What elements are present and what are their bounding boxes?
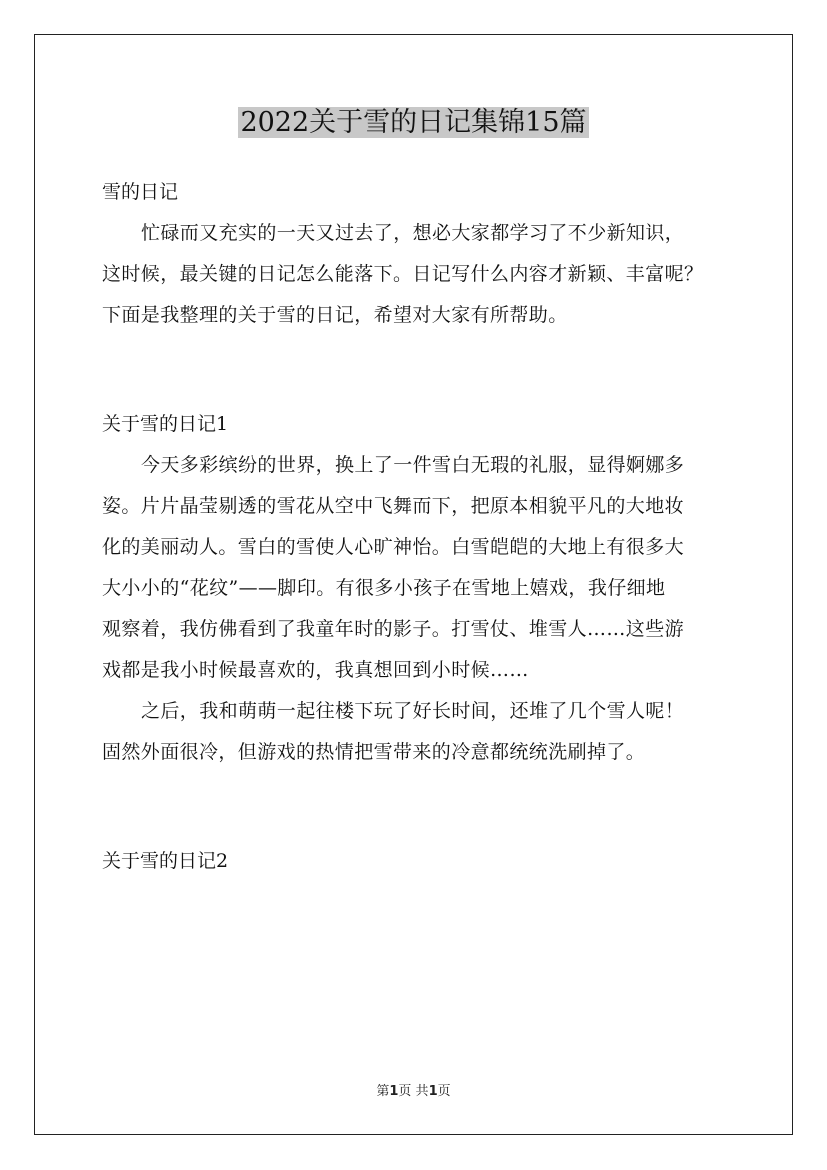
entry1-p1-line-2: 姿。片片晶莹剔透的雪花从空中飞舞而下，把原本相貌平凡的大地妆 <box>102 495 685 517</box>
entry1-heading: 关于雪的日记1 <box>102 413 229 435</box>
intro-line-3: 下面是我整理的关于雪的日记，希望对大家有所帮助。 <box>102 304 568 326</box>
intro-line-2: 这时候，最关键的日记怎么能落下。日记写什么内容才新颖、丰富呢？ <box>102 263 704 285</box>
entry1-p1-line-5: 观察着，我仿佛看到了我童年时的影子。打雪仗、堆雪人……这些游 <box>102 618 685 640</box>
footer-page-total: 1 <box>428 1084 438 1099</box>
document-title <box>0 100 827 146</box>
section-gap <box>102 336 742 404</box>
intro-line-1: 忙碌而又充实的一天又过去了，想必大家都学习了不少新知识， <box>141 222 685 244</box>
page-footer <box>0 1082 827 1102</box>
document-title-text: 2022关于雪的日记集锦15篇 <box>240 107 587 138</box>
entry2-heading: 关于雪的日记2 <box>102 850 229 872</box>
entry1-p1-line-6: 戏都是我小时候最喜欢的，我真想回到小时候…… <box>102 659 529 681</box>
footer-page-mid: 页 共 <box>398 1084 429 1099</box>
intro-heading: 雪的日记 <box>102 181 179 203</box>
entry1-p1-line-4: 大小小的“花纹”——脚印。有很多小孩子在雪地上嬉戏，我仔细地 <box>102 577 666 599</box>
document-body <box>102 172 742 882</box>
entry1-p2-line-2: 固然外面很冷，但游戏的热情把雪带来的冷意都统统洗刷掉了。 <box>102 741 646 763</box>
entry1-p2-line-1: 之后，我和萌萌一起往楼下玩了好长时间，还堆了几个雪人呢！ <box>141 700 685 722</box>
footer-page-suffix: 页 <box>437 1084 451 1099</box>
entry1-p1-line-1: 今天多彩缤纷的世界，换上了一件雪白无瑕的礼服，显得婀娜多 <box>141 454 685 476</box>
footer-page-prefix: 第 <box>376 1084 390 1099</box>
section-gap <box>102 773 742 841</box>
footer-page-current: 1 <box>389 1084 399 1099</box>
entry1-p1-line-3: 化的美丽动人。雪白的雪使人心旷神怡。白雪皑皑的大地上有很多大 <box>102 536 685 558</box>
